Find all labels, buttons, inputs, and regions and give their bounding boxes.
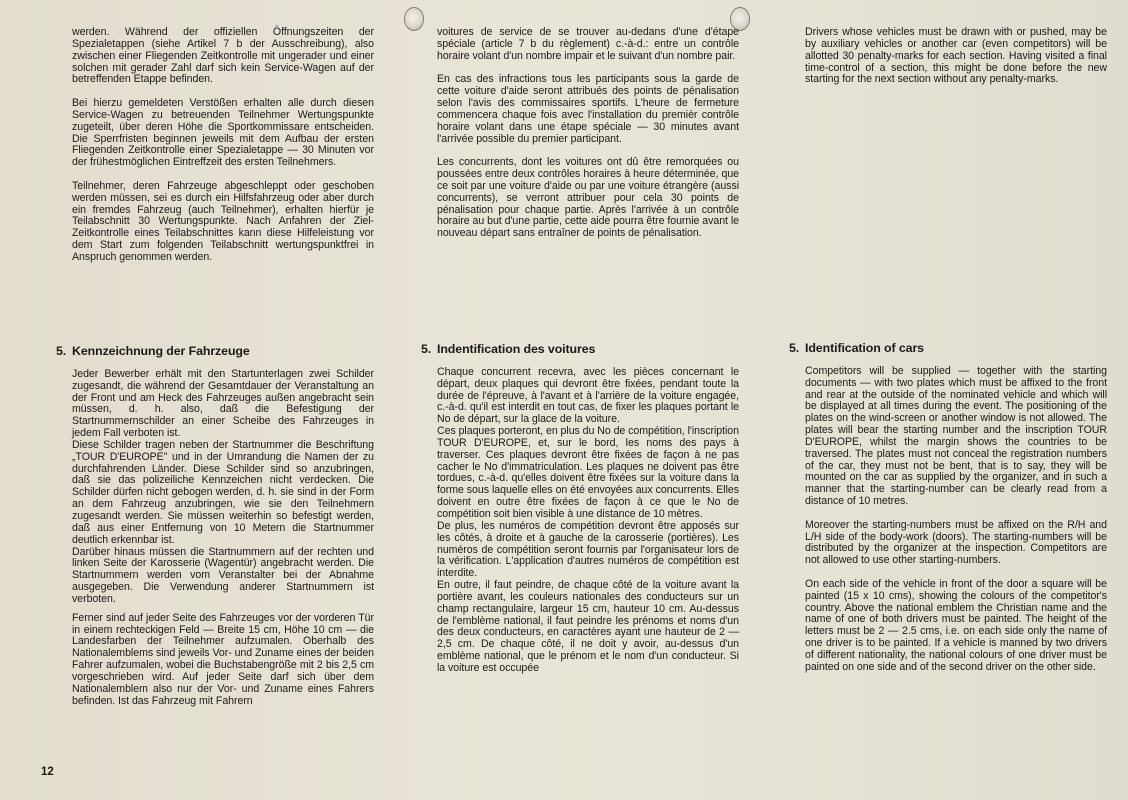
paragraph: On each side of the vehicle in front of the door a square will be painted (15 x 10 cms), showing the colours of the competitor's country. Above the national emblem the Christian name and the name of one of both drivers must be painted. The height of the letters must be 2 — 2.5 cms, i.e. on each side only the name of one driver is to be painted. If a vehicle is manned by two drivers of different nationality, the national colours of one driver must be painted on one side and of the second driver on the other side. (805, 577, 1107, 673)
paragraph: Moreover the starting-numbers must be affixed on the R/H and L/H side of the body-work (doors). The starting-numbers will be distributed by the organizer at the inspection. Competitors are not allowed to use other starting-numbers. (805, 518, 1107, 567)
paragraph: Bei hierzu gemeldeten Verstößen erhalten alle durch diesen Service-Wagen zu betreuenden Teilnehmer Wertungspunkte zugeteilt, über deren Höhe die Sportkommissare entscheiden. Die Sperrfristen beginnen jeweils mit dem Aufbau der ersten Fliegenden Zeitkontrolle einer Spezialetappe — 30 Minuten vor der frühestmöglichen Eintreffzeit des ersten Teilnehmers. (72, 97, 374, 169)
paragraph: Ces plaques porteront, en plus du No de compétition, l'inscription TOUR D'EUROPE, et, sur le bord, les noms des pays à traverser. Ces plaques devront être fixées de façon à ne pas cacher le No d'immatriculation. Les plaques ne doivent pas être tordues, c.-à-d. qu'elles doivent être fixées sur la voiture dans la forme sous laquelle elles on été envoyées aux concurrents. Elles doivent en outre être fixées de façon à ce que le No de compétition soit bien visible à une distance de 10 mètres. (437, 425, 739, 520)
paragraph: Jeder Bewerber erhält mit den Startunterlagen zwei Schilder zugesandt, die während der Gesamtdauer der Veranstaltung an der Front und am Heck des Fahrzeuges außen angebracht sein müssen, d. h. also, daß die Befestigung der Startnummernschilder an einer Scheibe des Fahrzeuges in jedem Fall verboten ist. (72, 367, 374, 440)
section-heading (56, 346, 374, 358)
section-title: Indentification des voitures (437, 342, 596, 356)
paragraph: werden. Während der offiziellen Öffnungszeiten der Spezialetappen (siehe Artikel 7 b der Ausschreibung), also zwischen einer Fliegenden Zeitkontrolle mit ungerader und einer solchen mit gerader Zahl darf sich kein Service-Wagen auf der betreffenden Etappe befinden. (72, 26, 374, 86)
punch-hole-left (405, 8, 423, 30)
paragraph: Ferner sind auf jeder Seite des Fahrzeuges vor der vorderen Tür in einem rechteckigen Feld — Breite 15 cm, Höhe 10 cm — die Landesfarben der Teilnehmer aufzumalen. Oberhalb des Nationalemblems sind jeweils Vor- und Zuname eines der beiden Fahrer aufzumalen, wobei die Buchstabengröße mit 2 bis 2,5 cm vorgeschrieben wird. Auf jeder Seite darf sich über dem Nationalemblem also nur der Vor- und Zuname eines Fahrers befinden. Ist das Fahrzeug mit Fahrern (72, 611, 374, 707)
paragraph: Competitors will be supplied — together with the starting documents — with two plates which must be affixed to the front and rear at the outside of the nominated vehicle and which will be displayed at all times during the event. The positioning of the plates on the wind-screen or another window is not allowed. The plates will bear the starting number and the inscription TOUR D'EUROPE, whilst the margin shows the countries to be traversed. The plates must not conceal the registration numbers of the car, they must not be bent, that is to say, they will be mounted on the car as supplied by the organizer, and in such a manner that the starting-number can be clearly read from a distance of 10 metres. (805, 364, 1107, 508)
paragraph: En cas des infractions tous les participants sous la garde de cette voiture d'aide seront attribués des points de pénalisation selon l'avis des commissaires sportifs. L'heure de fermeture commencera chaque fois avec l'installation du premièr contrôle horaire volant dans une étape spéciale — 30 minutes avant l'arrivée possible du premier participant. (437, 73, 739, 145)
paragraph: Teilnehmer, deren Fahrzeuge abgeschleppt oder geschoben werden müssen, sei es durch ein Hilfsfahrzeug oder aber durch ein fremdes Fahrzeug (auch Teilnehmer), erhalten hierfür je Teilabschnitt 30 Wertungspunkte. Nach Anfahren der Ziel-Zeitkontrolle eines Teilabschnittes kann diese Hilfeleistung vor dem Start zum folgenden Teilabschnitt wertungspunktfrei in Anspruch genommen werden. (72, 179, 374, 263)
section-title: Kennzeichnung der Fahrzeuge (72, 344, 250, 358)
paragraph: Drivers whose vehicles must be drawn with or pushed, may be by auxiliary vehicles or another car (even competitors) will be allotted 30 penalty-marks for each section. Having visited a final time-control of a section, this might be done before the new starting for the next section without any penalty-marks. (805, 26, 1107, 86)
french-section-5 (421, 342, 739, 675)
paragraph: voitures de service de se trouver au-dedans d'une d'étape spéciale (article 7 b du règlement) c.-à-d.: entre un contrôle horaire volant d'un nombre impair et le suivant d'un nombre pair. (437, 26, 739, 62)
paragraph: Diese Schilder tragen neben der Startnummer die Beschriftung „TOUR D'EUROPE" und in der Umrandung die Namen der zu durchfahrenden Länder. Diese Schilder sind so anzubringen, daß sie das polizeiliche Kennzeichen nicht verdecken. Die Schilder dürfen nicht gebogen werden, d. h. sie sind in der Form an dem Fahrzeug anzubringen, wie sie den Teilnehmern zugesandt werden. Sie müssen weiterhin so befestigt werden, daß aus einer Entfernung von 10 Metern die Startnummer deutlich erkennbar ist. (72, 438, 374, 546)
french-column-top (437, 27, 739, 252)
paragraph: Darüber hinaus müssen die Startnummern auf der rechten und linken Seite der Karosserie (Wagentür) angebracht werden. Die Startnummern werden vom Veranstalter bei der Abnahme ausgegeben. Die Verwendung anderer Startnummern ist verboten. (72, 545, 374, 605)
english-section-5 (789, 341, 1107, 685)
english-column-top (805, 27, 1107, 98)
section-heading (789, 343, 1107, 355)
section-number: 5. (421, 342, 432, 356)
paragraph: Les concurrents, dont les voitures ont dû être remorquées ou poussées entre deux contrôles horaires à heure déterminée, que ce soit par une voiture d'aide ou par une voiture étrangère (aussi concurrents), se verront attribuer pour cela 30 points de pénalisation pour chaque partie. Après l'arrivée à un contrôle horaire au but d'une partie, cette aide pourra être fournie avant le nouveau départ sans entraîner de points de pénalisation. (437, 156, 739, 240)
section-title: Identification of cars (805, 341, 924, 355)
page-number: 12 (41, 766, 54, 778)
section-heading (421, 344, 739, 356)
paragraph: En outre, il faut peindre, de chaque côté de la voiture avant la portière avant, les couleurs nationales des conducteurs sur un champ rectangulaire, largeur 15 cm, hauteur 10 cm. Au-dessus de l'emblème national, il faut peindre les prénoms et noms d'un des deux conducteurs, en caractères ayant une hauteur de 2 — 2,5 cm. De chaque côté, il ne doit y avoir, au-dessus d'un emblème national, que le prénom et le nom d'un conducteur. Si la voiture est occupée (437, 579, 739, 674)
section-number: 5. (789, 341, 800, 355)
section-number: 5. (56, 344, 67, 358)
german-column-top (72, 27, 374, 276)
german-section-5 (56, 344, 374, 707)
paragraph: De plus, les numéros de compétition devront être apposés sur les côtés, à droite et à gauche de la carosserie (portières). Les numéros de compétition seront fournis par l'organisateur lors de la vérification. L'application d'autres numéros de compétition est interdite. (437, 519, 739, 580)
paragraph: Chaque concurrent recevra, avec les pièces concernant le départ, deux plaques qui devront être fixées, pendant toute la durée de l'épreuve, à l'avant et à l'arrière de la voiture engagée, c.-à-d. qu'il est interdit en tout cas, de fixer les plaques portant le No de départ, sur la glace de la voiture. (437, 365, 739, 426)
